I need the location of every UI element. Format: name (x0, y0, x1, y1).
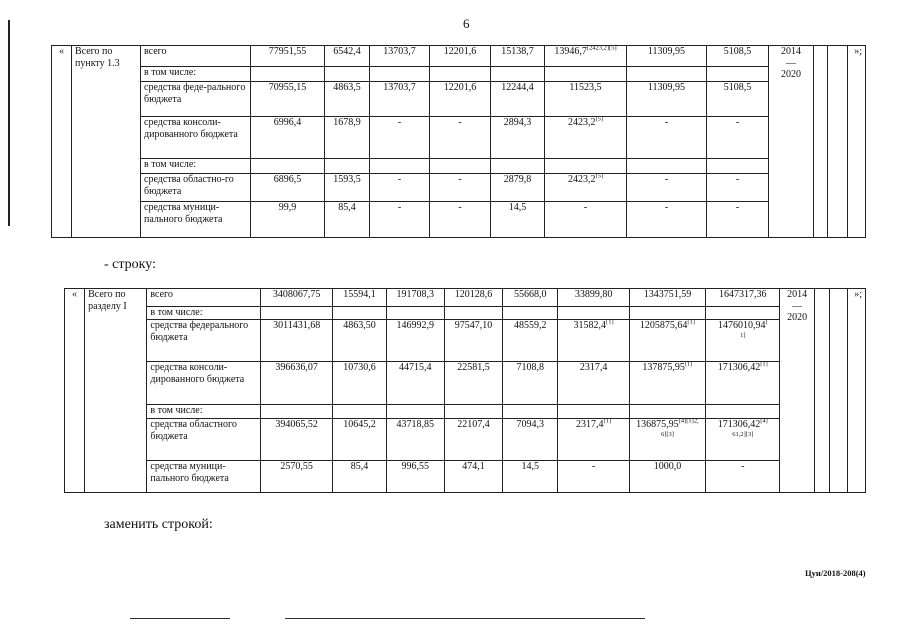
label-stroku: - строку: (104, 257, 156, 272)
footnote-ref: [4][1]2, (678, 418, 699, 425)
footnote-ref: [1] (603, 418, 612, 425)
footnote-ref: [1] (684, 361, 693, 368)
close-quote: »; (848, 46, 866, 238)
value-2017: 14,5 (503, 461, 558, 493)
year-dash: — (786, 57, 796, 69)
value-total: 394065,52 (260, 419, 332, 461)
value-total: 2570,55 (260, 461, 332, 493)
value-2020: 1647317,36 (706, 289, 780, 307)
row-title: Всего по пункту 1.3 (72, 46, 141, 238)
value-2014: 6542,4 (325, 46, 370, 67)
value-2018 (545, 46, 627, 67)
footnote-ref: [1] (606, 319, 614, 326)
value-2020: - (706, 461, 780, 493)
value-2014: 10730,6 (333, 362, 386, 405)
value-2019: - (627, 202, 707, 238)
value-2014: 10645,2 (333, 419, 386, 461)
value-2015: 13703,7 (370, 46, 430, 67)
footnote-ref-continued: 61,2][3] (732, 430, 754, 438)
period-cell (769, 46, 814, 238)
value-number: 136875,95 (636, 419, 679, 430)
value-number: 13946,7 (554, 46, 587, 57)
value-2014: 85,4 (333, 461, 386, 493)
budget-table-section-1-3 (51, 45, 866, 238)
value-2019: 11309,95 (627, 46, 707, 67)
value-2020: - (707, 174, 769, 202)
row-label: средства консоли-дированного бюджета (141, 117, 251, 159)
empty-cell (829, 289, 847, 493)
value-2017: 7108,8 (503, 362, 558, 405)
row-label: средства муници-пального бюджета (147, 461, 261, 493)
value-2016: 97547,10 (444, 320, 502, 362)
value-2020 (706, 362, 780, 405)
value-number: 171306,42 (717, 419, 761, 430)
row-label: средства консоли-дированного бюджета (147, 362, 261, 405)
value-2016: 22581,5 (444, 362, 502, 405)
label-zamenit: заменить строкой: (104, 517, 213, 532)
row-label: в том числе: (147, 405, 261, 419)
footnote-ref: [1] (687, 319, 695, 326)
value-2015: 996,55 (386, 461, 444, 493)
footnote-ref: [ (765, 319, 768, 326)
year-end: 2020 (781, 69, 801, 80)
document-code: Цун/2018-208(4) (805, 568, 866, 578)
value-number: 137875,95 (642, 362, 685, 373)
value-2016: 22107,4 (444, 419, 502, 461)
value-2016: 12201,6 (430, 46, 491, 67)
value-2017: 7094,3 (503, 419, 558, 461)
value-number: 2423,2 (567, 117, 596, 128)
footnote-ref: [4] (760, 418, 768, 425)
row-label: в том числе: (141, 159, 251, 174)
value-2018: 2317,4 (558, 362, 629, 405)
value-2017: 2894,3 (491, 117, 545, 159)
value-2015: 44715,4 (386, 362, 444, 405)
footnote-ref: [2423,2][5] (586, 45, 617, 52)
value-total: 6996,4 (251, 117, 325, 159)
value-number: 1476010,94 (717, 320, 766, 331)
value-number: 2423,2 (567, 174, 596, 185)
period-cell (780, 289, 814, 493)
value-2019: 1343751,59 (629, 289, 705, 307)
row-label: в том числе: (147, 307, 261, 320)
value-2019: - (627, 117, 707, 159)
row-label: средства муници-пального бюджета (141, 202, 251, 238)
value-total: 99,9 (251, 202, 325, 238)
value-2018: - (545, 202, 627, 238)
row-label: всего (147, 289, 261, 307)
footnote-ref: [5] (595, 116, 604, 123)
value-2019 (629, 419, 705, 461)
value-2020: 5108,5 (707, 46, 769, 67)
value-2020: - (707, 117, 769, 159)
value-2016: 120128,6 (444, 289, 502, 307)
row-label: всего (141, 46, 251, 67)
value-2016: 474,1 (444, 461, 502, 493)
value-number: 2317,4 (576, 419, 604, 430)
row-label: средства областного бюджета (147, 419, 261, 461)
value-2019 (629, 320, 705, 362)
year-start: 2014 (787, 289, 808, 300)
row-title: Всего по разделу I (85, 289, 147, 493)
year-end: 2020 (787, 312, 808, 323)
value-2019: 11309,95 (627, 82, 707, 117)
value-number: 31582,4 (573, 320, 607, 331)
value-2015: 146992,9 (386, 320, 444, 362)
value-total: 77951,55 (251, 46, 325, 67)
value-2020: - (707, 202, 769, 238)
value-2014: 4863,50 (333, 320, 386, 362)
open-quote: « (65, 289, 85, 493)
open-quote: « (52, 46, 72, 238)
value-total: 3011431,68 (260, 320, 332, 362)
value-total: 70955,15 (251, 82, 325, 117)
close-quote: »; (847, 289, 865, 493)
value-2014: 1678,9 (325, 117, 370, 159)
value-2018 (558, 320, 629, 362)
value-total: 6896,5 (251, 174, 325, 202)
value-2015: - (370, 117, 430, 159)
footnote-ref: [1] (760, 361, 768, 368)
value-2014: 4863,5 (325, 82, 370, 117)
row-label: средства областно-го бюджета (141, 174, 251, 202)
value-2019 (629, 362, 705, 405)
row-label: средства федерального бюджета (147, 320, 261, 362)
footnote-ref: [5] (595, 173, 604, 180)
value-2017: 48559,2 (503, 320, 558, 362)
year-start: 2014 (781, 46, 801, 57)
value-2014: 85,4 (325, 202, 370, 238)
margin-rule (8, 20, 10, 226)
value-2019: 1000,0 (629, 461, 705, 493)
value-2014: 1593,5 (325, 174, 370, 202)
empty-cell (814, 289, 829, 493)
value-2017: 14,5 (491, 202, 545, 238)
value-2016: - (430, 174, 491, 202)
value-2014: 15594,1 (333, 289, 386, 307)
value-2016: 12201,6 (430, 82, 491, 117)
footnote-ref-continued: 6][3] (660, 430, 674, 438)
empty-cell (828, 46, 848, 238)
row-label: средства феде-ральногo бюджета (141, 82, 251, 117)
value-2015: 191708,3 (386, 289, 444, 307)
page-number: 6 (463, 16, 470, 31)
value-2015: 43718,85 (386, 419, 444, 461)
value-2017: 2879,8 (491, 174, 545, 202)
value-2020 (706, 419, 780, 461)
value-2019: - (627, 174, 707, 202)
value-2015: - (370, 174, 430, 202)
value-2015: - (370, 202, 430, 238)
value-2017: 15138,7 (491, 46, 545, 67)
value-number: 171306,42 (717, 362, 761, 373)
row-label: в том числе: (141, 67, 251, 82)
value-2018: 33899,80 (558, 289, 629, 307)
value-number: 1205875,64 (639, 320, 688, 331)
value-2018 (558, 419, 629, 461)
value-2017: 55668,0 (503, 289, 558, 307)
value-2016: - (430, 202, 491, 238)
value-2015: 13703,7 (370, 82, 430, 117)
year-dash: — (792, 300, 803, 312)
footnote-ref-continued: 1] (740, 331, 746, 339)
bottom-rule (130, 618, 230, 619)
value-2018 (545, 174, 627, 202)
value-total: 396636,07 (260, 362, 332, 405)
value-2018 (545, 117, 627, 159)
budget-table-section-1 (64, 288, 866, 493)
value-2018: 11523,5 (545, 82, 627, 117)
value-total: 3408067,75 (260, 289, 332, 307)
empty-cell (814, 46, 828, 238)
value-2017: 12244,4 (491, 82, 545, 117)
value-2018: - (558, 461, 629, 493)
value-2020 (706, 320, 780, 362)
bottom-rule (285, 618, 645, 619)
value-2016: - (430, 117, 491, 159)
value-2020: 5108,5 (707, 82, 769, 117)
